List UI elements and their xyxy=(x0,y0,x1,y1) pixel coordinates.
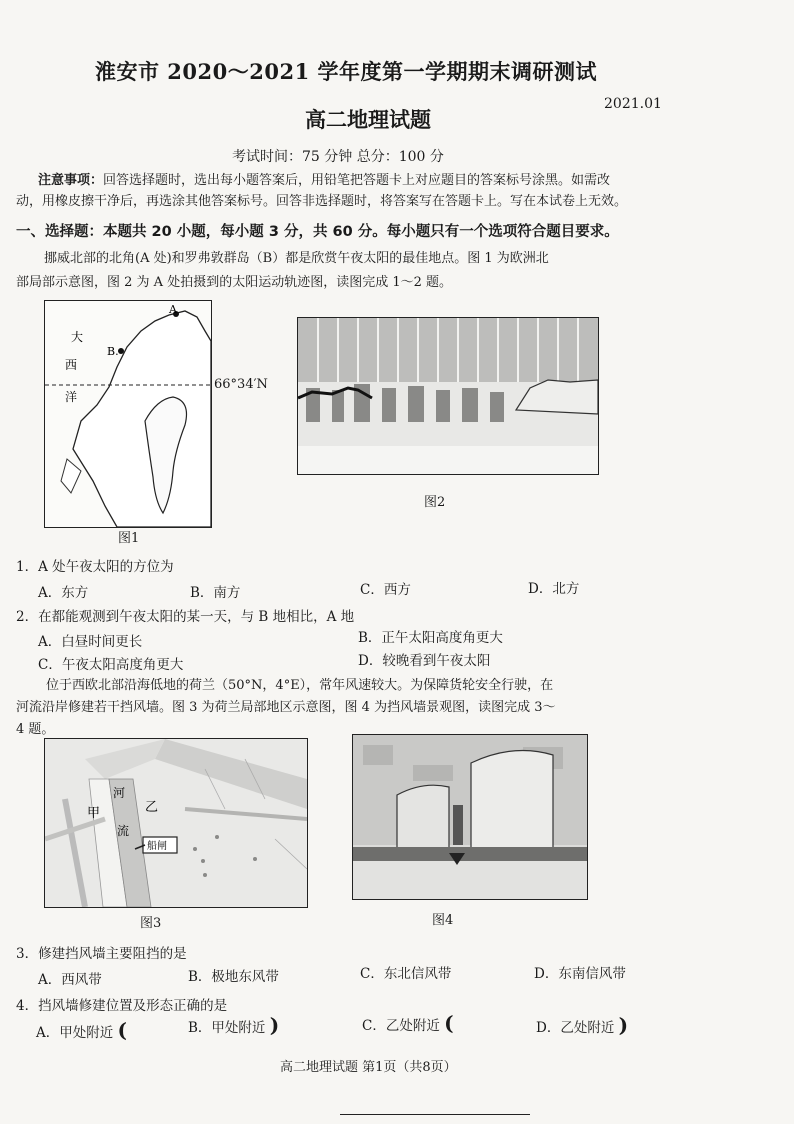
map-label-lock: 船闸 xyxy=(147,841,167,852)
intro2-line-2: 河流沿岸修建若干挡风墙。图 3 为荷兰局部地区示意图，图 4 为挡风墙景观图，读图完成 3～ xyxy=(16,700,556,715)
question-3-option-c: C．东北信风带 xyxy=(360,966,452,982)
question-2-option-c: C．午夜太阳高度角更大 xyxy=(38,657,184,673)
question-1-option-a: A．东方 xyxy=(38,585,89,601)
question-4-option-c xyxy=(362,1013,454,1034)
intro1-line-1: 挪威北部的北角(A 处)和罗弗敦群岛（B）都是欣赏午夜太阳的最佳地点。图 1 为欧洲北 xyxy=(44,251,549,266)
question-3-option-a: A．西风带 xyxy=(38,972,102,988)
question-4-option-d xyxy=(536,1015,628,1036)
figure-3-caption: 图3 xyxy=(140,916,162,931)
notice-block xyxy=(38,170,778,191)
crescent-left-icon: ( xyxy=(444,1011,454,1035)
figure-4-photo xyxy=(352,734,588,900)
question-1-stem: 1．A 处午夜太阳的方位为 xyxy=(16,559,174,575)
map-point-b: B. xyxy=(107,345,119,358)
question-3-stem: 3．修建挡风墙主要阻挡的是 xyxy=(16,946,187,962)
sun-trajectory-photo xyxy=(298,318,598,474)
figure-4-caption: 图4 xyxy=(432,913,454,928)
question-4-option-b-label: B．甲处附近 xyxy=(188,1020,266,1036)
question-4-option-a xyxy=(36,1020,127,1041)
figure-1-caption: 图1 xyxy=(118,531,140,546)
netherlands-local-map xyxy=(45,739,307,907)
question-1-option-b: B．南方 xyxy=(190,585,241,601)
question-4-option-d-label: D．乙处附近 xyxy=(536,1020,615,1036)
question-4-option-a-label: A．甲处附近 xyxy=(36,1025,114,1041)
question-2-option-b: B．正午太阳高度角更大 xyxy=(358,630,503,646)
figure-2-photo xyxy=(297,317,599,475)
section-heading: 一、选择题：本题共 20 小题，每小题 3 分，共 60 分。每小题只有一个选项符合题目要求。 xyxy=(16,224,619,240)
figure-3-map xyxy=(44,738,308,908)
exam-date: 2021.01 xyxy=(604,96,662,112)
map-label-yang: 洋 xyxy=(65,390,78,404)
windbreak-wall-photo xyxy=(353,735,587,899)
question-2-option-d: D．较晚看到午夜太阳 xyxy=(358,653,491,669)
question-3-option-b: B．极地东风带 xyxy=(188,969,279,985)
crescent-right-icon: ) xyxy=(618,1013,629,1037)
question-3-option-d: D．东南信风带 xyxy=(534,966,626,982)
notice-line-2: 动，用橡皮擦干净后，再选涂其他答案标号。回答非选择题时，将答案写在答题卡上。写在本试卷上无效。 xyxy=(16,194,628,209)
map-label-river-2: 流 xyxy=(117,824,130,838)
map-label-yi: 乙 xyxy=(145,800,159,815)
map-label-da: 大 xyxy=(71,330,84,344)
question-1-option-c: C．西方 xyxy=(360,582,411,598)
footer-rule xyxy=(340,1114,530,1115)
question-2-option-a: A．白昼时间更长 xyxy=(38,634,143,650)
map-point-a: A xyxy=(169,303,177,316)
intro1-line-2: 部局部示意图，图 2 为 A 处拍摄到的太阳运动轨迹图，读图完成 1～2 题。 xyxy=(16,275,452,290)
latitude-label: 66°34′N xyxy=(214,377,268,392)
map-label-river-1: 河 xyxy=(113,786,126,800)
crescent-right-icon: ) xyxy=(269,1013,280,1037)
exam-subtitle: 高二地理试题 xyxy=(305,107,431,132)
notice-label: 注意事项： xyxy=(38,173,104,188)
europe-north-map xyxy=(45,301,211,527)
exam-time-info: 考试时间：75 分钟 总分：100 分 xyxy=(232,149,444,165)
map-label-xi: 西 xyxy=(65,358,78,372)
map-label-jia: 甲 xyxy=(87,806,101,821)
notice-line-1: 回答选择题时，选出每小题答案后，用铅笔把答题卡上对应题目的答案标号涂黑。如需改 xyxy=(103,173,611,188)
figure-1-map xyxy=(44,300,212,528)
intro2-line-1: 位于西欧北部沿海低地的荷兰（50°N，4°E），常年风速较大。为保障货轮安全行驶，在 xyxy=(46,678,554,693)
page-footer: 高二地理试题 第1页（共8页） xyxy=(280,1060,457,1075)
question-1-option-d: D．北方 xyxy=(528,581,580,597)
question-2-stem: 2．在都能观测到午夜太阳的某一天，与 B 地相比，A 地 xyxy=(16,609,355,625)
figure-2-caption: 图2 xyxy=(424,495,446,510)
crescent-left-icon: ( xyxy=(117,1018,128,1042)
question-4-stem: 4．挡风墙修建位置及形态正确的是 xyxy=(16,998,228,1014)
exam-title: 淮安市 2020～2021 学年度第一学期期末调研测试 xyxy=(95,59,598,84)
question-4-option-c-label: C．乙处附近 xyxy=(362,1018,440,1034)
intro2-line-3: 4 题。 xyxy=(16,722,55,737)
question-4-option-b xyxy=(188,1015,279,1036)
